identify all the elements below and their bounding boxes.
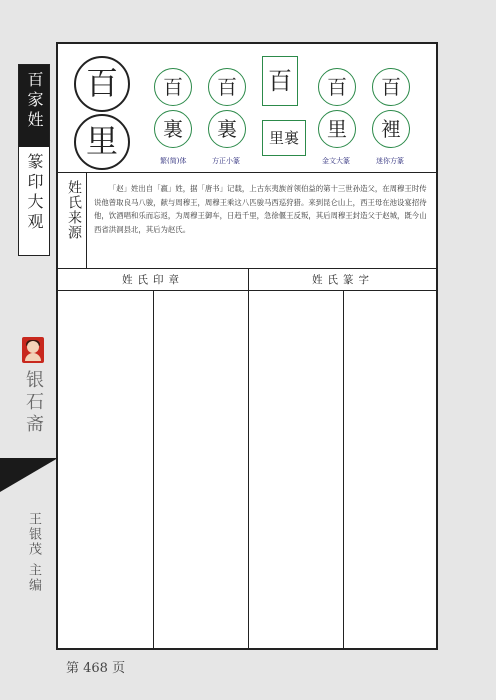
logo-body bbox=[25, 353, 41, 361]
variant-1-label: 繁(简)体 bbox=[160, 157, 187, 165]
book-title-part1: 百家姓 bbox=[25, 71, 44, 131]
variant-4-bottom: 里 bbox=[318, 110, 356, 148]
script-column-header: 姓氏篆字 bbox=[312, 274, 374, 286]
variant-3-top: 百 bbox=[262, 56, 298, 106]
seal-column-divider bbox=[153, 290, 154, 650]
logo-face bbox=[27, 341, 39, 353]
variant-2-top: 百 bbox=[208, 68, 246, 106]
variant-5-bottom: 裡 bbox=[372, 110, 410, 148]
page-frame bbox=[56, 42, 438, 650]
table-header bbox=[58, 268, 436, 291]
center-divider bbox=[248, 268, 249, 650]
variant-1-top: 百 bbox=[154, 68, 192, 106]
big-char-2: 里 bbox=[74, 114, 130, 170]
variant-4-label: 金文大篆 bbox=[322, 157, 350, 165]
variant-1-bottom: 裏 bbox=[154, 110, 192, 148]
surname-origin-section bbox=[58, 172, 436, 269]
origin-label: 姓氏来源 bbox=[66, 180, 82, 240]
seal-column-header: 姓氏印章 bbox=[122, 274, 184, 286]
variant-5-top: 百 bbox=[372, 68, 410, 106]
origin-divider bbox=[86, 172, 87, 268]
book-title-part2: 篆印大观 bbox=[25, 153, 44, 233]
editor-credit: 王银茂 主编 bbox=[26, 512, 41, 594]
studio-name: 银石斋 bbox=[23, 370, 44, 436]
variant-4-top: 百 bbox=[318, 68, 356, 106]
glyph-panel bbox=[58, 44, 436, 173]
variant-2-bottom: 裏 bbox=[208, 110, 246, 148]
origin-text: 「赵」姓出自「嬴」姓，据「唐书」记载，上古东夷族首领伯益的第十三世孙造父，在周穆王时传说他曾取良马八骏，献与周穆王，周穆王乘这八匹骏马西巡狩猎。来到昆仑山上，西王母在池设宴招待他，饮酒唱和乐而忘返，为周穆王御车，日趋千里，急徐偃王反叛，其后周穆王封造父于赵城，既今山西省洪洞县北，其后为赵氏。 bbox=[94, 184, 427, 234]
book-title-box bbox=[18, 64, 50, 256]
script-column-divider bbox=[343, 290, 344, 650]
variant-2-label: 方正小篆 bbox=[212, 157, 240, 165]
variant-5-label: 迷你方篆 bbox=[376, 157, 404, 165]
page-number: 第 468 页 bbox=[66, 661, 126, 676]
decorative-wedge bbox=[0, 458, 58, 492]
big-char-1: 百 bbox=[74, 56, 130, 112]
studio-seal-logo bbox=[22, 337, 44, 363]
variant-3-bottom: 里裏 bbox=[262, 120, 306, 156]
